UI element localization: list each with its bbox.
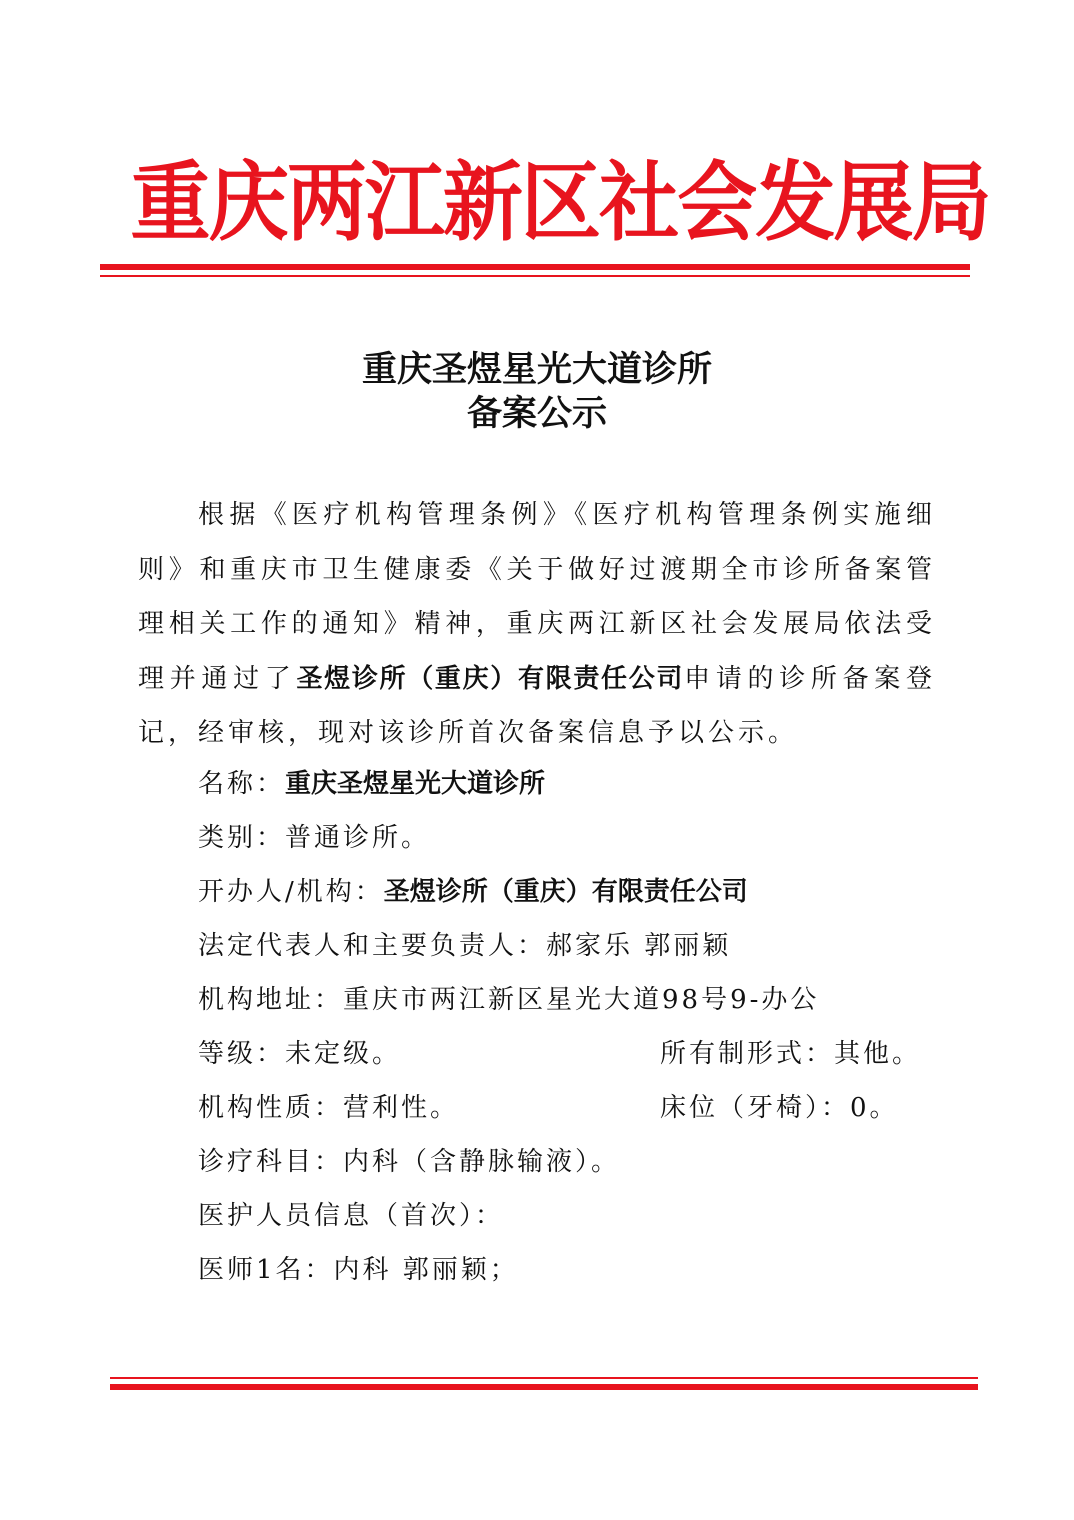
field-name (198, 764, 545, 804)
field-operator-label: 开办人/机构： (198, 877, 384, 907)
field-ownership: 所有制形式：其他。 (660, 1039, 922, 1069)
field-grade: 等级：未定级。 (198, 1039, 402, 1069)
masthead-rule-thin (100, 275, 970, 277)
footer-rule-thick (110, 1384, 978, 1390)
field-operator-value: 圣煜诊所（重庆）有限责任公司 (383, 877, 748, 907)
document-title: 重庆圣煜星光大道诊所 (361, 349, 712, 390)
issuer-masthead: 重庆两江新区社会发展局 (130, 152, 990, 253)
footer-rule-thin (110, 1377, 978, 1379)
document-subtitle: 备案公示 (466, 393, 607, 434)
applicant-name: 圣煜诊所（重庆）有限责任公司 (296, 663, 685, 694)
field-category: 类别：普通诊所。 (198, 823, 431, 853)
body-text-before: 根据《医疗机构管理条例》《医疗机构管理条例实施细则》和重庆市卫生健康委《关于做好过渡期全市诊所备案管理相关工作的通知》精神，重庆两江新区社会发展局依法受理并通过了 (138, 500, 936, 694)
field-name-label: 名称： (198, 769, 286, 799)
body-text-after: 申请的诊所备案登记，经审核，现对该诊所首次备案信息予以公示。 (138, 663, 936, 748)
field-nature: 机构性质：营利性。 (198, 1093, 460, 1123)
field-operator (198, 872, 748, 912)
field-departments: 诊疗科目：内科（含静脉输液）。 (198, 1147, 621, 1177)
field-name-value: 重庆圣煜星光大道诊所 (285, 769, 546, 799)
masthead-rule-thick (100, 264, 970, 270)
field-beds: 床位（牙椅）：0。 (660, 1093, 899, 1123)
body-paragraph (138, 488, 936, 761)
field-address: 机构地址：重庆市两江新区星光大道98号9-办公 (198, 985, 820, 1015)
field-staff-heading: 医护人员信息（首次）： (198, 1201, 505, 1231)
field-doctors: 医师1名：内科 郭丽颖； (198, 1255, 519, 1285)
field-legal-representative: 法定代表人和主要负责人：郝家乐 郭丽颖 (198, 931, 732, 961)
